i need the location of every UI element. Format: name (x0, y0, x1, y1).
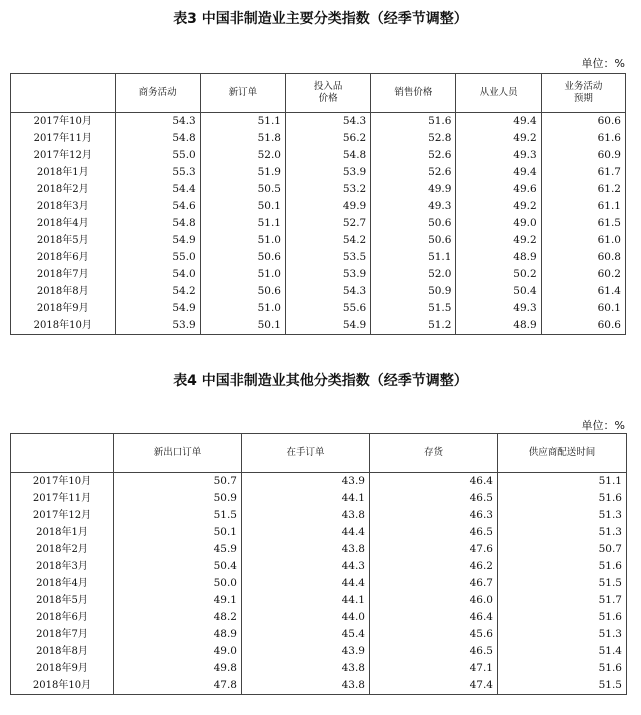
column-header: 存货 (370, 434, 498, 473)
table-cell: 44.4 (242, 524, 370, 541)
column-header: 供应商配送时间 (498, 434, 627, 473)
table-row (11, 232, 626, 249)
table-cell: 51.4 (498, 643, 627, 660)
table-cell: 47.6 (370, 541, 498, 558)
table-cell: 55.0 (115, 249, 200, 266)
table-cell: 48.9 (456, 317, 541, 335)
table-cell: 54.2 (285, 232, 370, 249)
table-cell: 53.2 (285, 181, 370, 198)
table-cell: 44.1 (242, 592, 370, 609)
row-label: 2018年10月 (11, 317, 116, 335)
table-cell: 46.4 (370, 609, 498, 626)
table-cell: 54.9 (115, 232, 200, 249)
row-label: 2018年4月 (11, 215, 116, 232)
table-cell: 49.0 (114, 643, 242, 660)
table-row (11, 592, 627, 609)
row-label: 2017年12月 (11, 507, 114, 524)
table-cell: 44.3 (242, 558, 370, 575)
row-label: 2018年8月 (11, 283, 116, 300)
table-cell: 50.4 (114, 558, 242, 575)
table-cell: 43.8 (242, 677, 370, 695)
row-label: 2018年3月 (11, 558, 114, 575)
table-row (11, 626, 627, 643)
row-label: 2018年6月 (11, 609, 114, 626)
column-header: 新出口订单 (114, 434, 242, 473)
table-cell: 48.9 (114, 626, 242, 643)
table-cell: 51.2 (371, 317, 456, 335)
table-cell: 49.2 (456, 198, 541, 215)
table-cell: 46.7 (370, 575, 498, 592)
table-cell: 51.0 (200, 266, 285, 283)
corner-cell (11, 434, 114, 473)
table-cell: 51.1 (200, 215, 285, 232)
table-cell: 49.1 (114, 592, 242, 609)
table-cell: 52.7 (285, 215, 370, 232)
table-cell: 47.1 (370, 660, 498, 677)
table-cell: 49.9 (285, 198, 370, 215)
table-cell: 43.9 (242, 473, 370, 491)
row-label: 2018年9月 (11, 660, 114, 677)
table-cell: 44.0 (242, 609, 370, 626)
table-cell: 46.3 (370, 507, 498, 524)
corner-cell (11, 74, 116, 113)
table-cell: 53.5 (285, 249, 370, 266)
column-header: 新订单 (200, 74, 285, 113)
table-cell: 50.0 (114, 575, 242, 592)
row-label: 2017年10月 (11, 113, 116, 131)
table3-unit: 单位：% (581, 57, 625, 70)
table-cell: 47.4 (370, 677, 498, 695)
row-label: 2018年10月 (11, 677, 114, 695)
table-cell: 52.8 (371, 130, 456, 147)
table-cell: 51.6 (498, 558, 627, 575)
table-cell: 46.5 (370, 524, 498, 541)
row-label: 2018年9月 (11, 300, 116, 317)
table-row (11, 677, 627, 695)
row-label: 2017年11月 (11, 130, 116, 147)
table-cell: 61.2 (541, 181, 625, 198)
table-cell: 48.9 (456, 249, 541, 266)
table4 (10, 433, 627, 695)
row-label: 2018年8月 (11, 643, 114, 660)
table-cell: 46.5 (370, 643, 498, 660)
table-cell: 50.9 (114, 490, 242, 507)
table3 (10, 73, 626, 335)
table-cell: 45.4 (242, 626, 370, 643)
row-label: 2018年5月 (11, 232, 116, 249)
table-cell: 49.3 (371, 198, 456, 215)
table-cell: 55.0 (115, 147, 200, 164)
table-cell: 50.6 (371, 232, 456, 249)
table-cell: 51.6 (371, 113, 456, 131)
table-cell: 46.0 (370, 592, 498, 609)
row-label: 2018年2月 (11, 541, 114, 558)
table-cell: 55.6 (285, 300, 370, 317)
table-row (11, 300, 626, 317)
table-cell: 61.5 (541, 215, 625, 232)
table-cell: 50.1 (200, 317, 285, 335)
table-cell: 51.5 (498, 575, 627, 592)
table-cell: 46.4 (370, 473, 498, 491)
table-cell: 50.7 (498, 541, 627, 558)
table-row (11, 181, 626, 198)
table-cell: 49.3 (456, 300, 541, 317)
column-header: 从业人员 (456, 74, 541, 113)
table-cell: 50.4 (456, 283, 541, 300)
table-cell: 49.2 (456, 130, 541, 147)
table-cell: 45.9 (114, 541, 242, 558)
table-cell: 61.0 (541, 232, 625, 249)
column-header: 销售价格 (371, 74, 456, 113)
table-cell: 49.4 (456, 113, 541, 131)
column-header: 投入品 价格 (285, 74, 370, 113)
table-cell: 61.1 (541, 198, 625, 215)
table-row (11, 198, 626, 215)
table-cell: 50.9 (371, 283, 456, 300)
table-cell: 51.5 (114, 507, 242, 524)
table-row (11, 283, 626, 300)
table-cell: 54.0 (115, 266, 200, 283)
row-label: 2018年2月 (11, 181, 116, 198)
table-cell: 47.8 (114, 677, 242, 695)
table-cell: 60.6 (541, 317, 625, 335)
table3-header-row (11, 74, 626, 113)
table-cell: 54.6 (115, 198, 200, 215)
row-label: 2018年4月 (11, 575, 114, 592)
table-cell: 51.1 (498, 473, 627, 491)
table-cell: 49.3 (456, 147, 541, 164)
table-cell: 51.6 (498, 660, 627, 677)
table-cell: 49.8 (114, 660, 242, 677)
table-cell: 45.6 (370, 626, 498, 643)
table-cell: 51.6 (498, 609, 627, 626)
table-cell: 50.1 (200, 198, 285, 215)
table-cell: 50.6 (200, 249, 285, 266)
table-row (11, 541, 627, 558)
column-header: 在手订单 (242, 434, 370, 473)
row-label: 2017年10月 (11, 473, 114, 491)
table-cell: 51.9 (200, 164, 285, 181)
table-cell: 51.8 (200, 130, 285, 147)
table3-title: 表3 中国非制造业主要分类指数（经季节调整） (173, 11, 468, 27)
table-cell: 54.4 (115, 181, 200, 198)
table-row (11, 558, 627, 575)
table-cell: 53.9 (285, 266, 370, 283)
table-row (11, 490, 627, 507)
table-cell: 44.1 (242, 490, 370, 507)
table-row (11, 317, 626, 335)
table-cell: 50.5 (200, 181, 285, 198)
row-label: 2018年5月 (11, 592, 114, 609)
table-cell: 54.9 (285, 317, 370, 335)
table-cell: 51.1 (371, 249, 456, 266)
table-cell: 43.9 (242, 643, 370, 660)
row-label: 2018年7月 (11, 626, 114, 643)
table-row (11, 473, 627, 491)
table-cell: 53.9 (285, 164, 370, 181)
table-cell: 51.5 (498, 677, 627, 695)
table-cell: 54.8 (115, 130, 200, 147)
table-cell: 49.4 (456, 164, 541, 181)
table-cell: 43.8 (242, 660, 370, 677)
table-cell: 50.2 (456, 266, 541, 283)
row-label: 2018年7月 (11, 266, 116, 283)
table-row (11, 524, 627, 541)
table-row (11, 643, 627, 660)
table-row (11, 660, 627, 677)
table4-title: 表4 中国非制造业其他分类指数（经季节调整） (173, 373, 468, 389)
table-cell: 51.3 (498, 507, 627, 524)
table-row (11, 507, 627, 524)
table-cell: 52.6 (371, 164, 456, 181)
table-cell: 55.3 (115, 164, 200, 181)
table-row (11, 147, 626, 164)
row-label: 2017年12月 (11, 147, 116, 164)
table-cell: 51.0 (200, 232, 285, 249)
table-cell: 61.6 (541, 130, 625, 147)
table-cell: 52.6 (371, 147, 456, 164)
table-cell: 60.8 (541, 249, 625, 266)
row-label: 2018年1月 (11, 524, 114, 541)
table-cell: 60.1 (541, 300, 625, 317)
table-cell: 50.6 (371, 215, 456, 232)
table-cell: 54.9 (115, 300, 200, 317)
column-header: 业务活动 预期 (541, 74, 625, 113)
table-cell: 44.4 (242, 575, 370, 592)
table-cell: 48.2 (114, 609, 242, 626)
table-row (11, 130, 626, 147)
table-cell: 46.5 (370, 490, 498, 507)
table-cell: 51.0 (200, 300, 285, 317)
row-label: 2018年1月 (11, 164, 116, 181)
table-row (11, 575, 627, 592)
table-cell: 56.2 (285, 130, 370, 147)
table-cell: 52.0 (371, 266, 456, 283)
table-cell: 51.3 (498, 626, 627, 643)
table-cell: 60.9 (541, 147, 625, 164)
table-cell: 49.6 (456, 181, 541, 198)
table-cell: 51.3 (498, 524, 627, 541)
table-cell: 53.9 (115, 317, 200, 335)
table-cell: 60.2 (541, 266, 625, 283)
table-cell: 51.7 (498, 592, 627, 609)
table-cell: 49.9 (371, 181, 456, 198)
table-row (11, 249, 626, 266)
table-cell: 43.8 (242, 541, 370, 558)
table-cell: 50.7 (114, 473, 242, 491)
table-cell: 49.2 (456, 232, 541, 249)
table-cell: 51.6 (498, 490, 627, 507)
table-cell: 51.5 (371, 300, 456, 317)
row-label: 2018年6月 (11, 249, 116, 266)
table-cell: 49.0 (456, 215, 541, 232)
table-cell: 54.3 (285, 283, 370, 300)
table4-body (11, 473, 627, 695)
table4-header-row (11, 434, 627, 473)
row-label: 2018年3月 (11, 198, 116, 215)
table-row (11, 164, 626, 181)
table-row (11, 266, 626, 283)
table-cell: 50.1 (114, 524, 242, 541)
table-cell: 61.4 (541, 283, 625, 300)
table-cell: 43.8 (242, 507, 370, 524)
table-cell: 54.2 (115, 283, 200, 300)
row-label: 2017年11月 (11, 490, 114, 507)
table-cell: 54.8 (285, 147, 370, 164)
table-cell: 61.7 (541, 164, 625, 181)
table-cell: 54.3 (285, 113, 370, 131)
table-cell: 54.8 (115, 215, 200, 232)
table-cell: 51.1 (200, 113, 285, 131)
table-cell: 52.0 (200, 147, 285, 164)
table3-body (11, 113, 626, 335)
table-row (11, 113, 626, 131)
table-row (11, 215, 626, 232)
table-cell: 54.3 (115, 113, 200, 131)
table4-unit: 单位：% (581, 419, 625, 432)
table-cell: 46.2 (370, 558, 498, 575)
table-row (11, 609, 627, 626)
table-cell: 50.6 (200, 283, 285, 300)
table-cell: 60.6 (541, 113, 625, 131)
column-header: 商务活动 (115, 74, 200, 113)
